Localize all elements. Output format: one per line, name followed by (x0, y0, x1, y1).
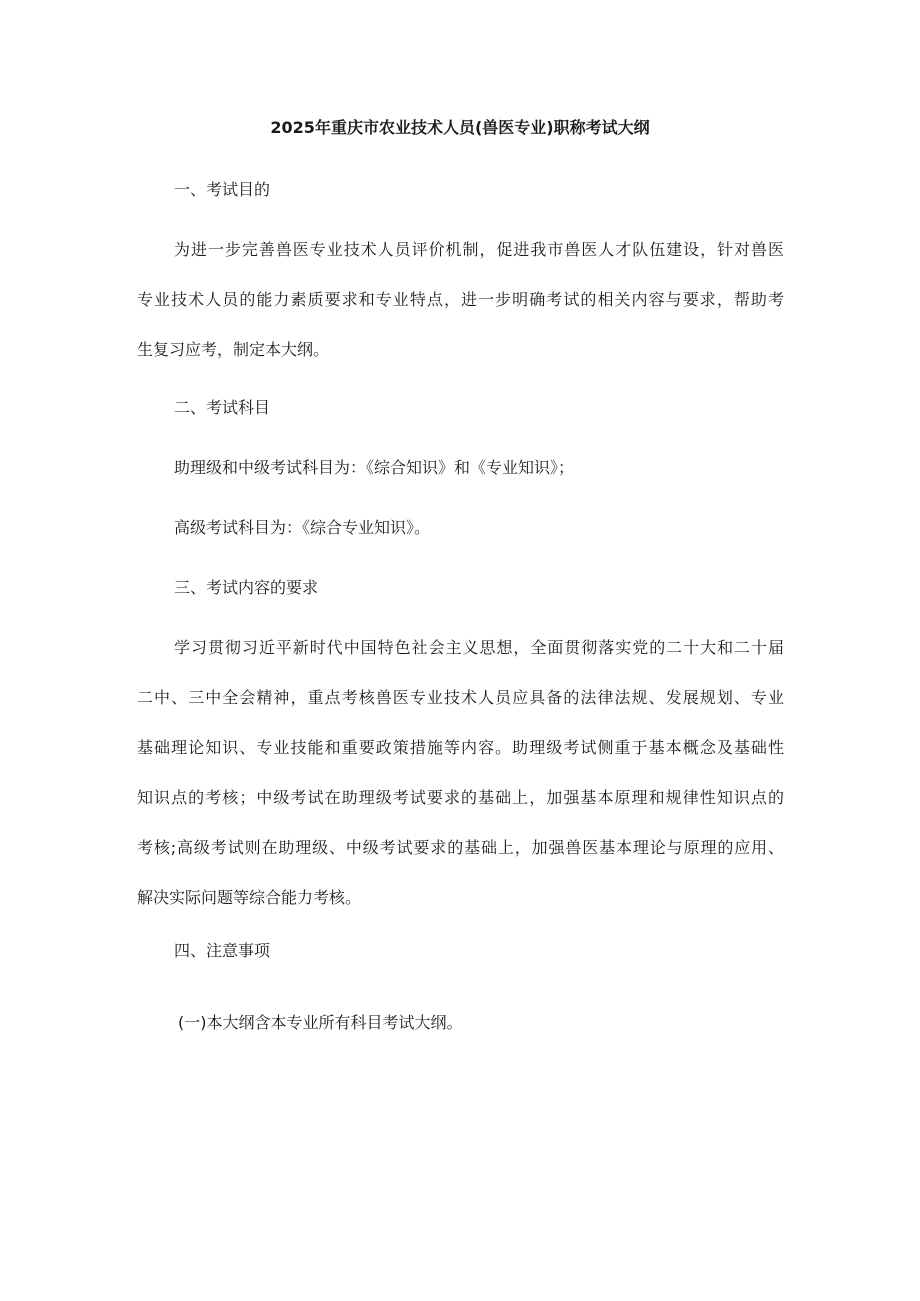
exam-subjects-senior: 高级考试科目为：《综合专业知识》。 (174, 518, 431, 537)
notice-item-1: (一)本大纲含本专业所有科目考试大纲。 (178, 1013, 463, 1032)
paragraph-line: 生复习应考，制定本大纲。 (137, 340, 330, 359)
paragraph-line: 基础理论知识、专业技能和重要政策措施等内容。助理级考试侧重于基本概念及基础性 (137, 738, 784, 757)
section-heading-4: 四、注意事项 (174, 941, 271, 960)
exam-subjects-junior: 助理级和中级考试科目为：《综合知识》和《专业知识》； (174, 458, 575, 477)
section-1-paragraph (137, 238, 784, 362)
paragraph-line: 解决实际问题等综合能力考核。 (137, 888, 362, 907)
section-heading-3: 三、考试内容的要求 (174, 578, 319, 597)
section-3-paragraph (137, 636, 784, 910)
paragraph-line: 学习贯彻习近平新时代中国特色社会主义思想，全面贯彻落实党的二十大和二十届 (174, 638, 784, 657)
paragraph-line: 专业技术人员的能力素质要求和专业特点，进一步明确考试的相关内容与要求，帮助考 (137, 290, 784, 309)
document-title: 2025年重庆市农业技术人员(兽医专业)职称考试大纲 (270, 118, 650, 137)
paragraph-line: 二中、三中全会精神，重点考核兽医专业技术人员应具备的法律法规、发展规划、专业 (137, 688, 784, 707)
paragraph-line: 知识点的考核；中级考试在助理级考试要求的基础上，加强基本原理和规律性知识点的 (137, 788, 784, 807)
section-heading-2: 二、考试科目 (174, 398, 271, 417)
paragraph-line: 考核;高级考试则在助理级、中级考试要求的基础上，加强兽医基本理论与原理的应用、 (137, 838, 784, 857)
paragraph-line: 为进一步完善兽医专业技术人员评价机制，促进我市兽医人才队伍建设，针对兽医 (174, 240, 784, 259)
section-heading-1: 一、考试目的 (174, 180, 271, 199)
